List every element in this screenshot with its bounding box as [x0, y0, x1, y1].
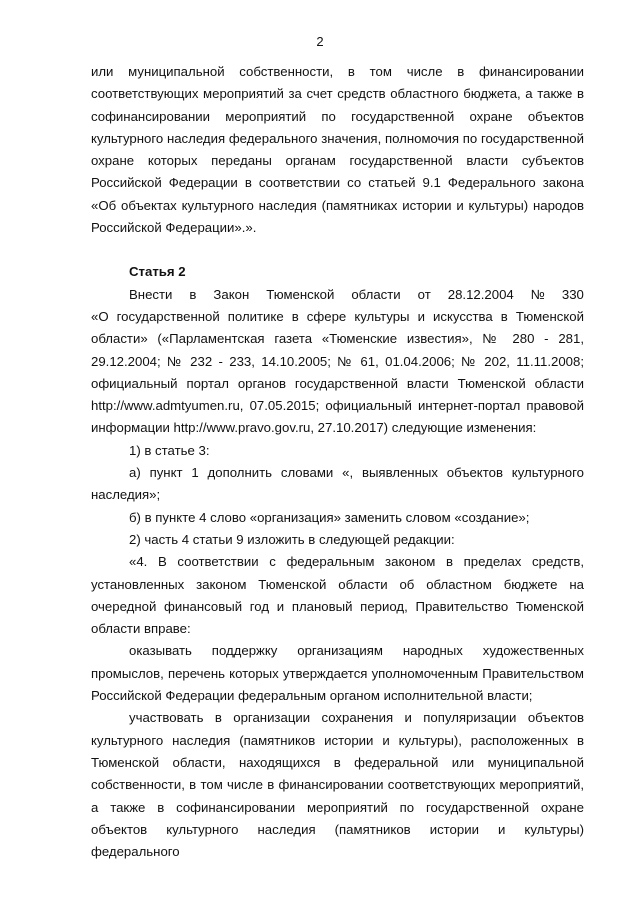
article-intro-word: от [417, 286, 431, 302]
quoted-paragraph: «4. В соответствии с федеральным законом в пределах средств, установленных законом Тюменской области об областном бюджете на очередной финансовый год и плановый период, Правительство Тюменской области вправе: [91, 554, 584, 637]
quoted-paragraph: участвовать в организации сохранения и популяризации объектов культурного наследия (памятников истории и культуры), расположенных в Тюменской области, находящихся в федеральной или муниципальной собственности, в том числе в финансировании соответствующих мероприятий, а также в софинансировании мероприятий по государственной охране объектов культурного наследия (памятников истории и культуры) федерального [91, 710, 584, 860]
article-intro-word: в [189, 286, 197, 302]
document-body [91, 61, 584, 863]
article-intro-first-line [91, 284, 584, 306]
article-intro-word: Закон [213, 286, 250, 302]
article-intro-word: Тюменской [266, 286, 335, 302]
article-intro-word: 28.12.2004 [447, 286, 514, 302]
page-number: 2 [316, 34, 324, 49]
article-intro-word: области [351, 286, 401, 302]
article-intro-word: Внести [129, 286, 173, 302]
article-intro-paragraph: «О государственной политике в сфере культуры и искусства в Тюменской области» («Парламентская газета «Тюменские известия», № 280 - 281, 29.12.2004; № 232 - 233, 14.10.2005; № 61, 01.04.2006; № 202, 11.11.2008; официальный портал органов государственной власти Тюменской области http://www.admtyumen.ru, 07.05.2015; официальный интернет-портал правовой информации http://www.pravo.gov.ru, 27.10.2017) следующие изменения: [91, 308, 584, 436]
article-intro-word: № [530, 286, 545, 302]
article-intro-word: 330 [561, 286, 584, 302]
amendment-item-1: 1) в статье 3: [129, 442, 210, 458]
intro-paragraph: или муниципальной собственности, в том числе в финансировании соответствующих мероприятий за счет средств областного бюджета, а также в софинансировании мероприятий по государственной охране объектов культурного наследия федерального значения, полномочия по государственной охране которых переданы органам государственной власти субъектов Российской Федерации в соответствии со статьей 9.1 Федерального закона «Об объектах культурного наследия (памятниках истории и культуры) народов Российской Федерации».». [91, 64, 584, 236]
amendment-item-2: 2) часть 4 статьи 9 изложить в следующей редакции: [129, 531, 455, 547]
amendment-item-1a: а) пункт 1 дополнить словами «, выявленных объектов культурного наследия»; [91, 465, 584, 503]
amendment-item-1b: б) в пункте 4 слово «организация» заменить словом «создание»; [129, 509, 530, 525]
quoted-paragraph: оказывать поддержку организациям народных художественных промыслов, перечень которых утверждается уполномоченным Правительством Российской Федерации федеральным органом исполнительной власти; [91, 643, 584, 704]
article-heading: Статья 2 [129, 264, 186, 280]
